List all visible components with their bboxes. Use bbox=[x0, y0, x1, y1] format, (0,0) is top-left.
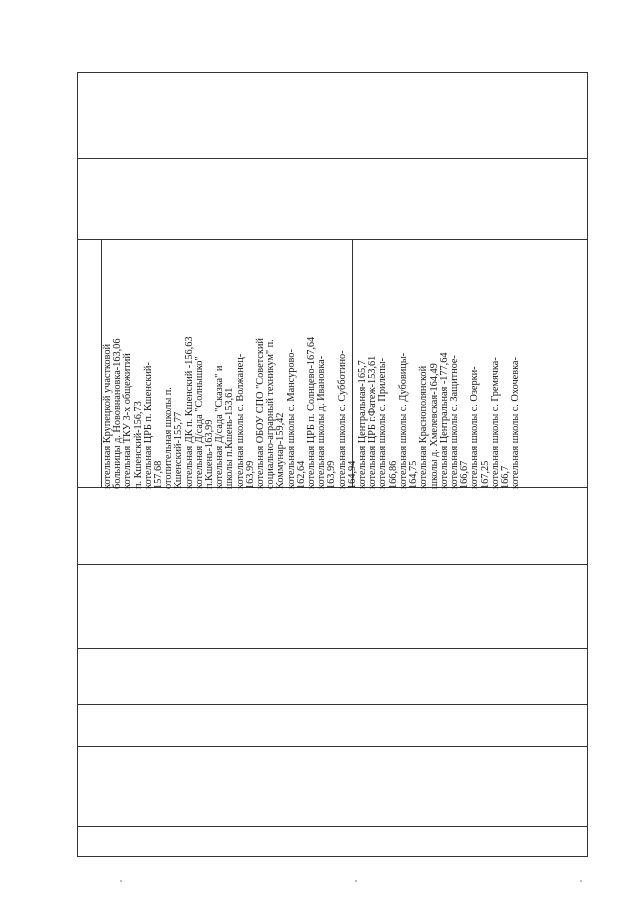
scan-mark bbox=[580, 880, 582, 882]
boiler-list-line: котельная школы с. Мансурово- bbox=[285, 349, 297, 489]
boiler-list-line: 162,64 bbox=[295, 460, 307, 489]
boiler-list-line: котельная школы с. Субботино- bbox=[336, 350, 348, 489]
boiler-list-line: котельная Центральная -177,64 bbox=[438, 352, 450, 489]
boiler-list-line: котельная школы с. Волжанец- bbox=[234, 353, 246, 489]
row-divider bbox=[77, 564, 588, 565]
boiler-list-line: котельная школы с. Гремячка- bbox=[489, 357, 501, 489]
boiler-list-line: котельная ТКУ 3-х общежитий bbox=[122, 353, 134, 489]
boiler-list-line: котельная Центральная-165,7 bbox=[357, 360, 369, 489]
boiler-list-line: Коммунар-159,42 bbox=[275, 412, 287, 489]
boiler-list-line: котельная ДК п. Кшенский -156,63 bbox=[183, 336, 195, 489]
scan-mark bbox=[355, 880, 357, 882]
boiler-list-line: котельная школы с. Охочевка- bbox=[510, 357, 522, 489]
boiler-list-line: котельная школы с. Дубовицы- bbox=[397, 352, 409, 489]
boiler-list-line: котельная школы с. Озерки- bbox=[469, 366, 481, 489]
boiler-list-line: котельная школы д. Ивановка- bbox=[316, 355, 328, 489]
boiler-list-line: котельная Д/сада "Сказка" и bbox=[214, 365, 226, 489]
boiler-list-line: социально-аграрный техникум" п. bbox=[265, 339, 277, 489]
row-divider bbox=[77, 826, 588, 827]
boiler-list-line: отопительная школы п. bbox=[163, 387, 175, 489]
boiler-list-line: котельная ЦРБ г.Фатеж-153,61 bbox=[367, 355, 379, 489]
boiler-list-line: 163,99 bbox=[326, 460, 338, 489]
boiler-list-line: 166,67 bbox=[459, 460, 471, 489]
boiler-list-line: котельная ЦРБ п. Кшенский- bbox=[142, 362, 154, 489]
boiler-list-line: котельная Краснополянской bbox=[418, 365, 430, 489]
boiler-list-line: котельная школы с. Прилепы- bbox=[377, 357, 389, 489]
scan-mark bbox=[120, 880, 122, 882]
boiler-list-line: 166,7 bbox=[499, 465, 511, 489]
boiler-list-line: 157,68 bbox=[153, 460, 165, 489]
boiler-list-line: котельная ОБОУ СПО "Советский bbox=[255, 338, 267, 489]
boiler-list-text bbox=[103, 241, 521, 489]
boiler-list-line: больницы д. Нововнановка-163,06 bbox=[112, 338, 124, 489]
boiler-list-line: котельная Крупецкой участковой bbox=[102, 344, 113, 489]
boiler-list-line: котельная ЦРБ п. Солнцево-167,64 bbox=[306, 336, 318, 489]
rotated-text-block bbox=[102, 241, 522, 489]
boiler-list-line: школы п.Кшень-153,61 bbox=[224, 387, 236, 489]
boiler-list-line: 164,75 bbox=[408, 460, 420, 489]
boiler-list-line: 163,99 bbox=[244, 460, 256, 489]
row-divider bbox=[77, 746, 588, 747]
row-divider bbox=[77, 158, 588, 159]
boiler-list-line: Кшенский-155,77 bbox=[173, 411, 185, 489]
boiler-list-line: п.Кшень-163,99 bbox=[204, 419, 216, 489]
row-divider bbox=[77, 239, 588, 240]
boiler-list-line: котельная школы с. Защитное- bbox=[448, 355, 460, 489]
row-divider bbox=[77, 648, 588, 649]
row-divider bbox=[77, 704, 588, 705]
boiler-list-line: 164,94 bbox=[346, 460, 358, 489]
boiler-list-line: школы д. Хмелевская-164,49 bbox=[428, 363, 440, 489]
boiler-list-line: 166,86 bbox=[387, 460, 399, 489]
rotated-text-cell bbox=[102, 241, 522, 489]
boiler-list-line: п. Кшенский-156,73 bbox=[132, 401, 144, 489]
boiler-list-line: котельная Д/сада "Солнышко" bbox=[193, 356, 205, 489]
boiler-list-line: 167,25 bbox=[479, 460, 491, 489]
